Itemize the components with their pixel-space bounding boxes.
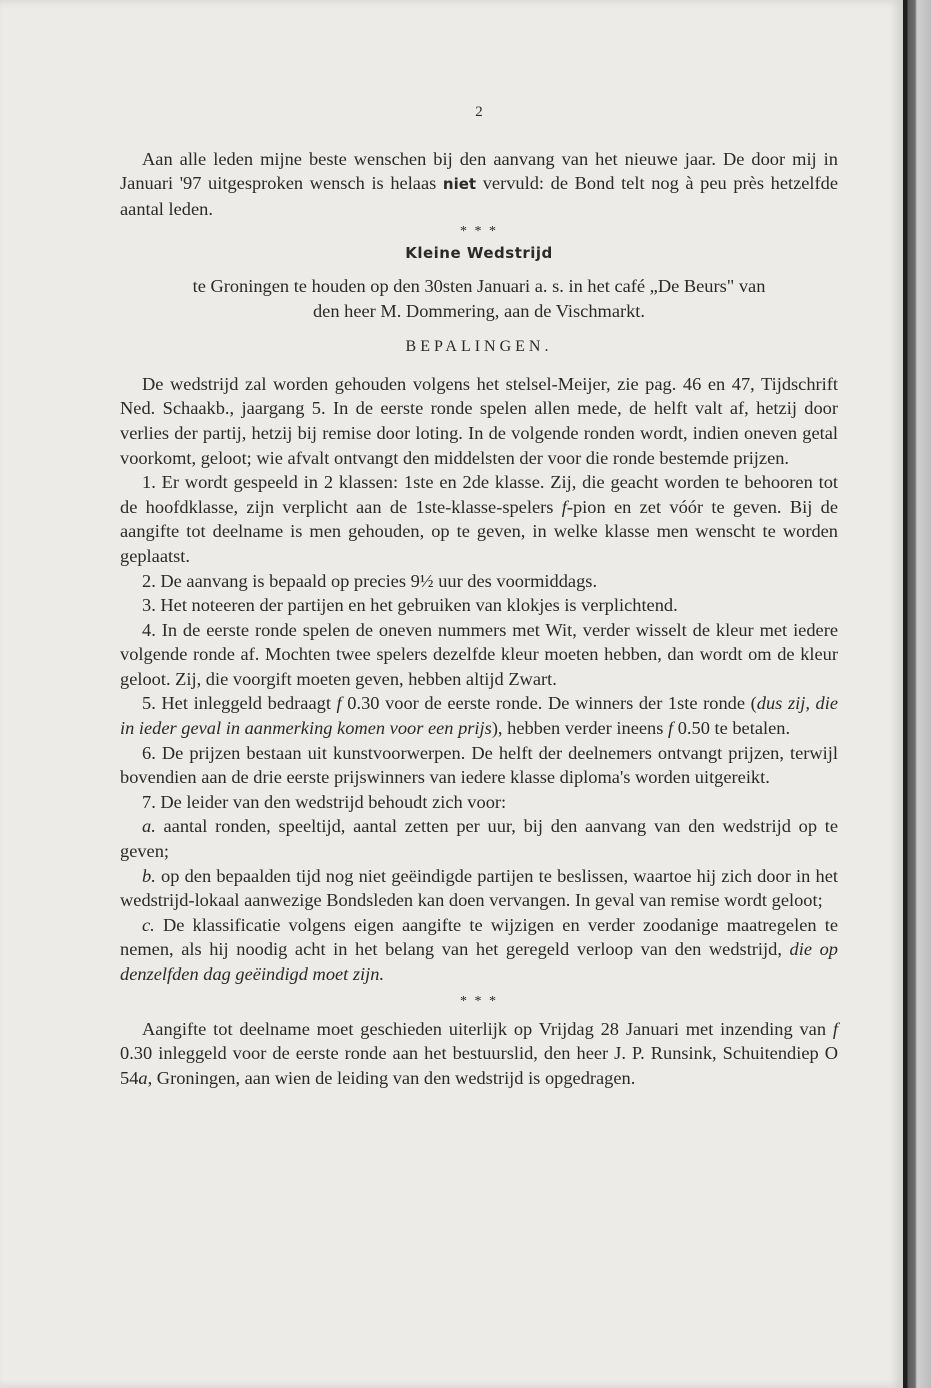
rule-5-text-3: ), hebben verder ineens (491, 718, 668, 739)
florin-symbol: f (561, 496, 567, 517)
separator-stars: * * * (460, 993, 498, 1009)
rule-3: 3. Het noteeren der partijen en het gebruiken van klokjes is verplichtend. (142, 595, 678, 616)
rule-5 (120, 691, 838, 740)
section-heading: Kleine Wedstrijd (405, 244, 553, 263)
location-line-2: den heer M. Dommering, aan de Vischmarkt. (312, 300, 646, 321)
florin-symbol: f (336, 693, 342, 714)
rule-5-italic: dus zij, die in ieder geval in aanmerking komen voor een prijs (120, 693, 838, 739)
rules-intro: De wedstrijd zal worden gehouden volgens het stelsel-Meijer, zie pag. 46 en 47, Tijdschrift Ned. Schaakb., jaargang 5. In de eerste ronde spelen allen mede, de helft valt af, hetzij door verlies der partij, hetzij bij remise door loting. In de volgende ronden wordt, indien oneven getal voorkomt, geloot; wie afvalt ontvangt den middelsten der voor die ronde bestemde prijzen. (120, 373, 838, 468)
rule-7a (120, 814, 838, 863)
closing-text-2: 0.30 inleggeld voor de eerste ronde aan het bestuurslid, den heer J. P. Runsink, Schuitendiep O 54 (120, 1043, 838, 1088)
closing-paragraph (120, 1017, 838, 1091)
rule-7c-text: De klassificatie volgens eigen aangifte te wijzigen en verder zoodanige maatregelen te nemen, als hij noodig acht in het belang van het geregeld verloop van den wedstrijd, (120, 914, 838, 960)
closing-text-1: Aangifte tot deelname moet geschieden uiterlijk op Vrijdag 28 Januari met inzending van (142, 1018, 833, 1039)
rule-7a-text: aantal ronden, speeltijd, aantal zetten per uur, bij den aanvang van den wedstrijd op te geven; (120, 816, 838, 862)
separator-stars: * * * (460, 224, 498, 240)
rule-7c-letter: c. (142, 914, 155, 935)
rule-2: 2. De aanvang is bepaald op precies 9½ uur des voormiddags. (142, 570, 598, 591)
closing-italic: a (138, 1067, 148, 1088)
closing-text-3: , Groningen, aan wien de leiding van den wedstrijd is opgedragen. (147, 1067, 636, 1088)
rule-7c (120, 913, 838, 987)
rule-7b-letter: b. (142, 865, 156, 886)
rule-5-text-2: 0.30 voor de eerste ronde. De winners der 1ste ronde ( (341, 693, 757, 714)
florin-symbol: f (832, 1018, 838, 1039)
rule-6: 6. De prijzen bestaan uit kunstvoorwerpen. De helft der deelnemers ontvangt prijzen, terwijl bovendien aan de drie eerste prijswinners van iedere klasse diploma's worden uitgereikt. (120, 742, 838, 788)
rule-4: 4. In de eerste ronde spelen de oneven nummers met Wit, verder wisselt de kleur met iedere volgende ronde af. Mochten twee spelers dezelfde kleur moeten hebben, dan wordt om de kleur geloot. Zij, die voorgift moeten geven, hebben altijd Zwart. (120, 619, 838, 689)
rule-7: 7. De leider van den wedstrijd behoudt zich voor: (142, 791, 507, 812)
page-number: 2 (475, 104, 483, 120)
intro-text-2: vervuld: de Bond telt nog à peu près hetzelfde aantal leden. (120, 173, 839, 219)
rule-5-text-1: 5. Het inleggeld bedraagt (142, 693, 337, 714)
rule-1-text-2: -pion en zet vóór te geven. Bij de aangifte tot deelname is men gehouden, op te geven, in welke klasse men wenscht te worden geplaatst. (120, 496, 838, 566)
florin-symbol: f (667, 718, 674, 739)
location-line-1: te Groningen te houden op den 30sten Januari a. s. in het café „De Beurs" van (192, 275, 766, 296)
rules-title: BEPALINGEN. (405, 338, 553, 356)
rule-7a-letter: a. (142, 816, 156, 837)
rule-7b (120, 864, 838, 913)
page-content (120, 100, 838, 1090)
rule-7b-text: op den bepaalden tijd nog niet geëindigde partijen te beslissen, waartoe hij zich door in het wedstrijd-lokaal aanwezige Bondsleden kan doen vervangen. In geval van remise wordt geloot; (120, 865, 838, 911)
book-edge (903, 0, 931, 1388)
rule-1 (120, 470, 838, 568)
rule-7c-italic: die op denzelfden dag geëindigd moet zijn. (120, 939, 838, 984)
intro-emphasis: niet (442, 175, 477, 194)
rule-5-text-4: 0.50 te betalen. (673, 718, 791, 739)
intro-text-1: Aan alle leden mijne beste wenschen bij den aanvang van het nieuwe jaar. De door mij in Januari '97 uitgesproken wensch is helaas (120, 148, 838, 194)
rule-1-text-1: 1. Er wordt gespeeld in 2 klassen: 1ste en 2de klasse. Zij, die geacht worden te behooren tot de hoofdklasse, zijn verplicht aan de 1ste-klasse-spelers (120, 472, 838, 517)
intro-paragraph (120, 147, 838, 222)
